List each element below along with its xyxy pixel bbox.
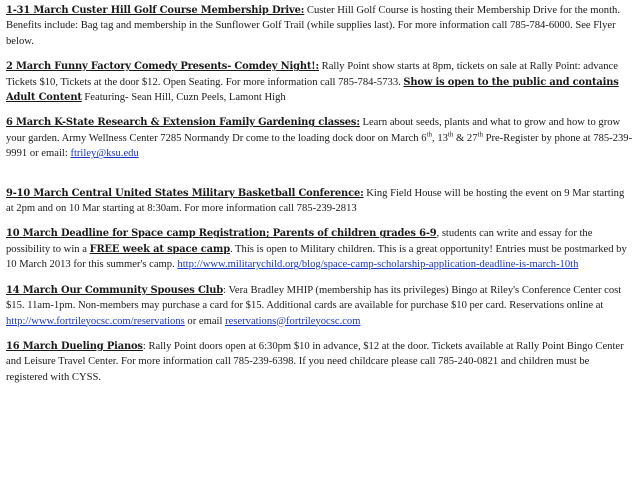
entry-basketball-body: King Field House will be hosting the event on 9 Mar starting at 2pm and on 10 Mar starting at 8:30am. For more information call 785-239-2813 xyxy=(6,187,625,215)
entry-comedy-body-2: Featuring- Sean Hill, Cuzn Peels, Lamont High xyxy=(81,92,286,104)
entry-golf xyxy=(6,3,633,49)
entry-golf-body: Custer Hill Golf Course is hosting their Membership Drive for the month. Benefits include: Bag tag and membership in the Sunflower Golf Trail (while supplies last). For more information call 785-784-6000. See Flyer below. xyxy=(6,5,620,47)
entry-comedy-notice-2: public and contains Adult Content xyxy=(6,76,619,104)
entry-spacecamp-body-2: . This is open to Military children. This is a great opportunity! Entries must be postmarked by 10 March 2013 for this summer's camp. xyxy=(6,243,627,271)
entry-golf-heading: 1-31 March Custer Hill Golf Course Membership Drive: xyxy=(6,5,305,16)
entry-gardening-sup-3: th xyxy=(477,130,483,139)
entry-spouses xyxy=(6,283,633,329)
entry-gardening-sup-1: th xyxy=(426,130,433,139)
entry-gardening-heading: 6 March K-State Research & Extension Family Gardening classes: xyxy=(6,117,360,129)
entry-gardening-body-3: & 27 xyxy=(453,132,478,144)
entry-comedy-body-1: Rally Point show starts at 8pm, tickets on sale at Rally Point: advance Tickets $10, Tickets at the door $12. Open Seating. For more information call 785-784-5733. xyxy=(6,61,618,88)
entry-comedy xyxy=(6,59,633,105)
entry-basketball-heading: 9-10 March Central United States Military Basketball Conference: xyxy=(6,187,364,199)
entry-spouses-body-1: : Vera Bradley MHIP (membership has its privileges) Bingo at Riley's Conference Center cost $15. 11am-1pm. Non-members may purchase a card for $15. Additional cards are available for purchase $10 per card. Reservations online at xyxy=(6,284,622,312)
entry-gardening-sup-2: th xyxy=(447,130,454,139)
entry-comedy-notice-1: Show is open to the xyxy=(403,76,513,88)
entry-basketball xyxy=(6,186,633,217)
entry-pianos-body: : Rally Point doors open at 6:30pm $10 in advance, $12 at the door. Tickets available at Rally Point Bingo Center and Leisure Travel Center. For more information call 785-239-6398. If you need childcare please call 785-240-0821 and children must be registered with CYSS. xyxy=(6,340,624,383)
entry-gardening xyxy=(6,115,633,161)
entry-spacecamp-link[interactable]: http://www.militarychild.org/blog/space-camp-scholarship-application-deadline-is-march-10th xyxy=(177,259,579,271)
entry-spouses-link[interactable]: http://www.fortrileyocsc.com/reservations xyxy=(6,315,185,327)
entry-gardening-body-2: , 13 xyxy=(432,132,448,144)
entry-spouses-heading: 14 March Our Community Spouses Club xyxy=(6,284,224,296)
entry-pianos xyxy=(6,339,633,385)
entry-comedy-heading: 2 March Funny Factory Comedy Presents- Comdey Night!: xyxy=(6,61,319,73)
entry-gardening-email-link[interactable]: ftriley@ksu.edu xyxy=(70,148,139,160)
entry-gardening-body-1: Learn about seeds, plants and what to grow and how to grow your garden. Army Wellness Center 7285 Normandy Dr come to the loading dock door on March 6 xyxy=(6,117,621,144)
entry-pianos-heading: 16 March Dueling Pianos xyxy=(6,340,143,352)
entry-spacecamp-body-1: , students can write and essay for the possibility to win a xyxy=(6,228,593,255)
entry-spacecamp xyxy=(6,226,633,272)
entry-spouses-email-link[interactable]: reservations@fortrileyocsc.com xyxy=(225,315,361,327)
entry-gardening-body-4: Pre-Register by phone at 785-239-9991 or email: xyxy=(6,132,633,160)
entry-spacecamp-highlight: FREE week at space camp xyxy=(89,243,230,255)
entry-spacecamp-heading: 10 March Deadline for Space camp Registration; Parents of children grades 6-9 xyxy=(6,228,437,240)
entry-spouses-body-2: or email xyxy=(184,315,226,327)
